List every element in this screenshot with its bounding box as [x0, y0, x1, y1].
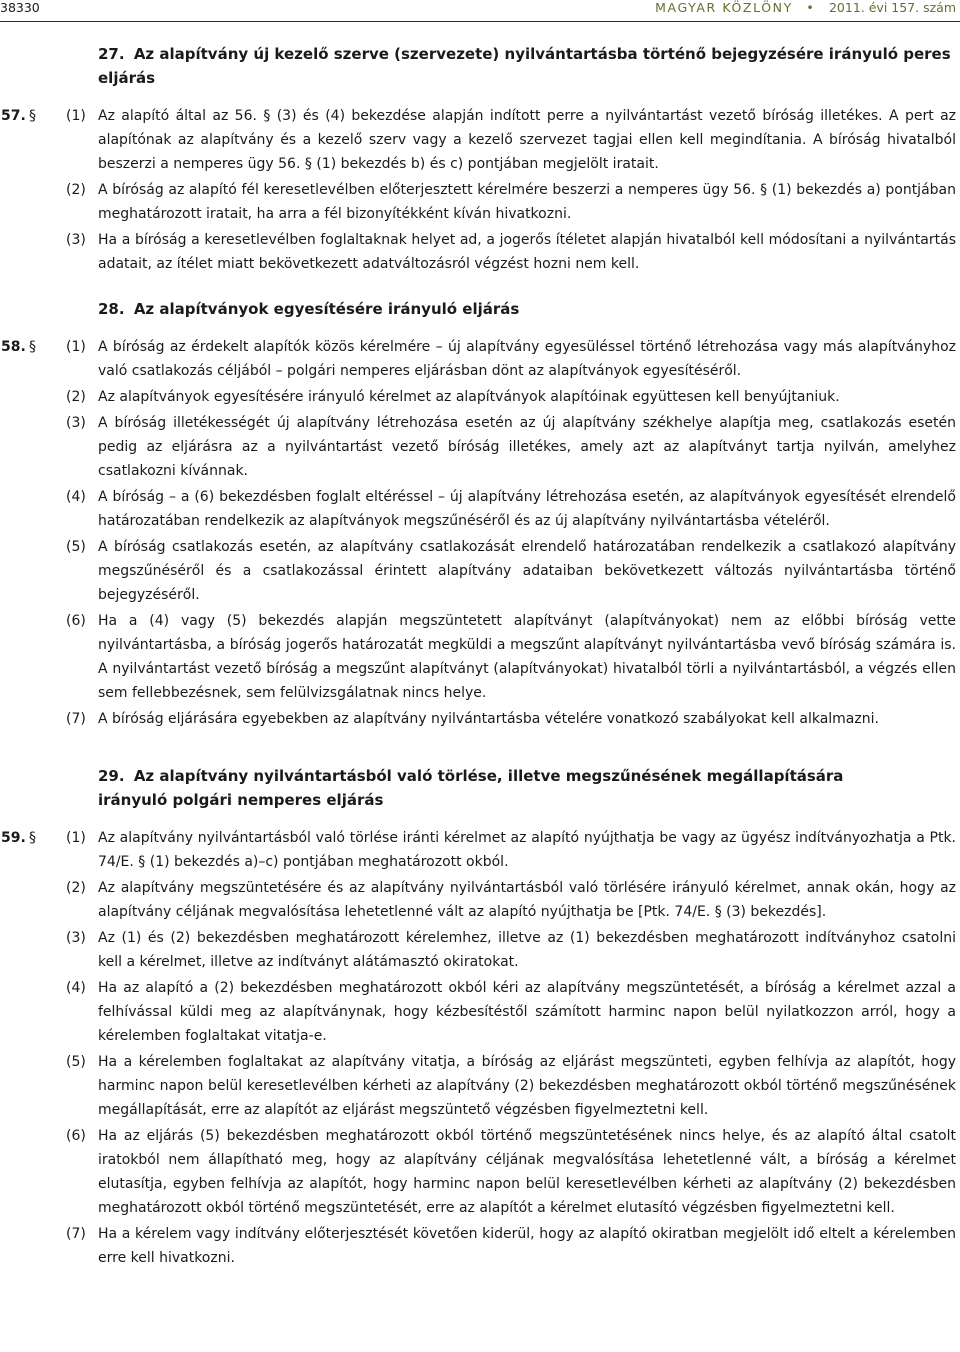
paragraph [0, 411, 956, 483]
heading-text: Az alapítvány nyilvántartásból való törlése, illetve megszűnésének megállapítására irányuló polgári nemperes eljárás [98, 767, 844, 809]
section-number: 59. [1, 830, 26, 846]
masthead [655, 0, 956, 16]
heading-text: Az alapítvány új kezelő szerve (szervezete) nyilvántartásba történő bejegyzésére irányuló peres eljárás [98, 45, 951, 87]
heading-number: 28. [98, 300, 125, 318]
heading-number: 29. [98, 767, 125, 785]
paragraph-text: Ha a (4) vagy (5) bekezdés alapján megszüntetett alapítványt (alapítványokat) nem az előbbi bíróság vette nyilvántartásba, a bíróság jogerős határozatát megküldi a megszűnt alapítványt nyilvántartásba vevő bíróság számára is. A nyilvántartást vezető bíróság a megszűnt alapítványt (alapítványokat) hivatalból törli a nyilvántartásból, a végzés ellen sem fellebbezésnek, sem felülvizsgálatnak nincs helye. [98, 613, 956, 701]
paragraph-text: Az alapítvány nyilvántartásból való törlése iránti kérelmet az alapító nyújthatja be vagy az ügyész indítványozhatja a Ptk. 74/E. § (1) bekezdés a)–c) pontjában meghatározott okból. [98, 830, 956, 870]
paragraph-number: (1) [66, 108, 86, 124]
paragraph-text: Az alapítványok egyesítésére irányuló kérelmet az alapítványok alapítóinak együttesen kell benyújtaniuk. [98, 389, 840, 405]
document-body [0, 42, 956, 1270]
paragraph-number: (3) [66, 415, 86, 431]
paragraph-text: A bíróság az érdekelt alapítók közös kérelmére – új alapítvány egyesüléssel történő létrehozása vagy más alapítványhoz való csatlakozás céljából – polgári nemperes eljárásban dönt az alapítványok egyesítéséről. [98, 339, 956, 379]
paragraph [0, 104, 956, 176]
header-divider [0, 21, 960, 22]
paragraph-text: Az (1) és (2) bekezdésben meghatározott kérelemhez, illetve az (1) bekezdésben meghatározott indítványhoz csatolni kell a kérelmet, illetve az indítványt alátámasztó okiratokat. [98, 930, 956, 970]
paragraph-number: (5) [66, 1054, 86, 1070]
paragraph [0, 976, 956, 1048]
paragraph [0, 1050, 956, 1122]
paragraph [0, 228, 956, 276]
paragraph-number: (4) [66, 489, 86, 505]
paragraph-text: Ha a bíróság a keresetlevélben foglaltaknak helyet ad, a jogerős ítéletet alapján hivatalból kell módosítani a nyilvántartás adatait, az ítélet miatt bekövetkezett adatváltozásról végzést hozni nem kell. [98, 232, 956, 272]
gazette-title: MAGYAR KÖZLÖNY [655, 0, 793, 15]
section-heading-27 [98, 42, 956, 90]
paragraph [0, 926, 956, 974]
paragraph-text: Az alapító által az 56. § (3) és (4) bekezdése alapján indított perre a nyilvántartást vezető bíróság illetékes. A pert az alapítónak az alapítvány és a kezelő szerv vagy a kezelő szervezet tagjai ellen kell megindítania. A bíróság hivatalból beszerzi a nemperes ügy 56. § (1) bekezdés b) és c) pontjában megjelölt iratait. [98, 108, 956, 172]
section-heading-28 [98, 297, 956, 321]
paragraph-number: (7) [66, 711, 86, 727]
heading-text: Az alapítványok egyesítésére irányuló eljárás [133, 300, 520, 318]
paragraph [0, 1222, 956, 1270]
section-mark: § [29, 108, 36, 124]
paragraph-number: (2) [66, 880, 86, 896]
paragraph-number: (2) [66, 182, 86, 198]
paragraph-text: Ha a kérelem vagy indítvány előterjesztését követően kiderül, hogy az alapító okiratban megjelölt idő eltelt a kérelemben erre kell hivatkozni. [98, 1226, 956, 1266]
page-number: 38330 [0, 0, 40, 15]
paragraph-text: A bíróság eljárására egyebekben az alapítvány nyilvántartásba vételére vonatkozó szabályokat kell alkalmazni. [98, 711, 879, 727]
section-mark: § [29, 339, 36, 355]
paragraph [0, 335, 956, 383]
paragraph-number: (3) [66, 930, 86, 946]
section-number: 58. [1, 339, 26, 355]
paragraph-text: A bíróság csatlakozás esetén, az alapítvány csatlakozását elrendelő határozatában rendelkezik a csatlakozó alapítvány megszűnéséről és a csatlakozással érintett alapítvány adataiban bekövetkezett változás nyilvántartásba történő bejegyzéséről. [98, 539, 956, 603]
paragraph [0, 826, 956, 874]
paragraph-text: A bíróság az alapító fél keresetlevélben előterjesztett kérelmére beszerzi a nemperes ügy 56. § (1) bekezdés a) pontjában meghatározott iratait, ha arra a fél bizonyítékként kíván hivatkozni. [98, 182, 956, 222]
bullet-separator: • [806, 0, 816, 15]
paragraph-text: Ha a kérelemben foglaltakat az alapítvány vitatja, a bíróság az eljárást megszünteti, egyben felhívja az alapítót, hogy harminc napon belül keresetlevélben kérheti az alapítvány (2) bekezdésben meghatározott okból történő megszűnésének megállapítását, erre az alapítót az eljárást megszüntető végzésben figyelmeztetni kell. [98, 1054, 956, 1118]
paragraph-number: (1) [66, 339, 86, 355]
paragraph [0, 485, 956, 533]
paragraph [0, 385, 956, 409]
paragraph [0, 178, 956, 226]
paragraph-number: (6) [66, 1128, 86, 1144]
paragraph-text: Ha az eljárás (5) bekezdésben meghatározott okból történő megszüntetésének nincs helye, és az alapító által csatolt iratokból nem állapítható meg, hogy az alapítvány céljának megvalósítása lehetetlenné vált, a bíróság a kérelmet elutasítja, egyben felhívja az alapítót, hogy harminc napon belül keresetlevélben kérheti az alapítvány (2) bekezdésben meghatározott okból történő megszüntetését, erre az alapítót a kérelmet elutasító végzésben figyelmeztetni kell. [98, 1128, 956, 1216]
paragraph-number: (1) [66, 830, 86, 846]
paragraph-number: (3) [66, 232, 86, 248]
paragraph-number: (6) [66, 613, 86, 629]
paragraph [0, 707, 956, 731]
page-header [0, 0, 960, 16]
paragraph-number: (2) [66, 389, 86, 405]
paragraph [0, 1124, 956, 1220]
paragraph-text: Ha az alapító a (2) bekezdésben meghatározott okból kéri az alapítvány megszüntetését, a bíróság a kérelmet azzal a felhívással küldi meg az alapítványnak, hogy kézbesítéstől számított harminc napon belül nyilatkozzon arról, hogy a kérelemben foglaltakat vitatja-e. [98, 980, 956, 1044]
paragraph-text: A bíróság illetékességét új alapítvány létrehozása esetén az új alapítvány székhelye alapítja meg, csatlakozás esetén pedig az eljárásra az a nyilvántartást vezető bíróság illetékes, amely azt az alapítványt tartja nyilván, amelyhez csatlakozni kívánnak. [98, 415, 956, 479]
paragraph-text: Az alapítvány megszüntetésére és az alapítvány nyilvántartásból való törlésére irányuló kérelmet, annak okán, hogy az alapítvány céljának megvalósítása lehetetlenné vált az alapító nyújthatja be [Ptk. 74/E. § (3) bekezdés]. [98, 880, 956, 920]
section-number: 57. [1, 108, 26, 124]
paragraph-number: (7) [66, 1226, 86, 1242]
paragraph [0, 609, 956, 705]
heading-number: 27. [98, 45, 125, 63]
issue-info: 2011. évi 157. szám [828, 0, 956, 15]
paragraph-text: A bíróság – a (6) bekezdésben foglalt eltéréssel – új alapítvány létrehozása esetén, az alapítványok egyesítését elrendelő határozatában rendelkezik az alapítványok megszűnéséről és az új alapítvány nyilvántartásba vételéről. [98, 489, 956, 529]
paragraph [0, 535, 956, 607]
paragraph [0, 876, 956, 924]
section-mark: § [29, 830, 36, 846]
section-heading-29 [98, 764, 888, 812]
paragraph-number: (4) [66, 980, 86, 996]
paragraph-number: (5) [66, 539, 86, 555]
